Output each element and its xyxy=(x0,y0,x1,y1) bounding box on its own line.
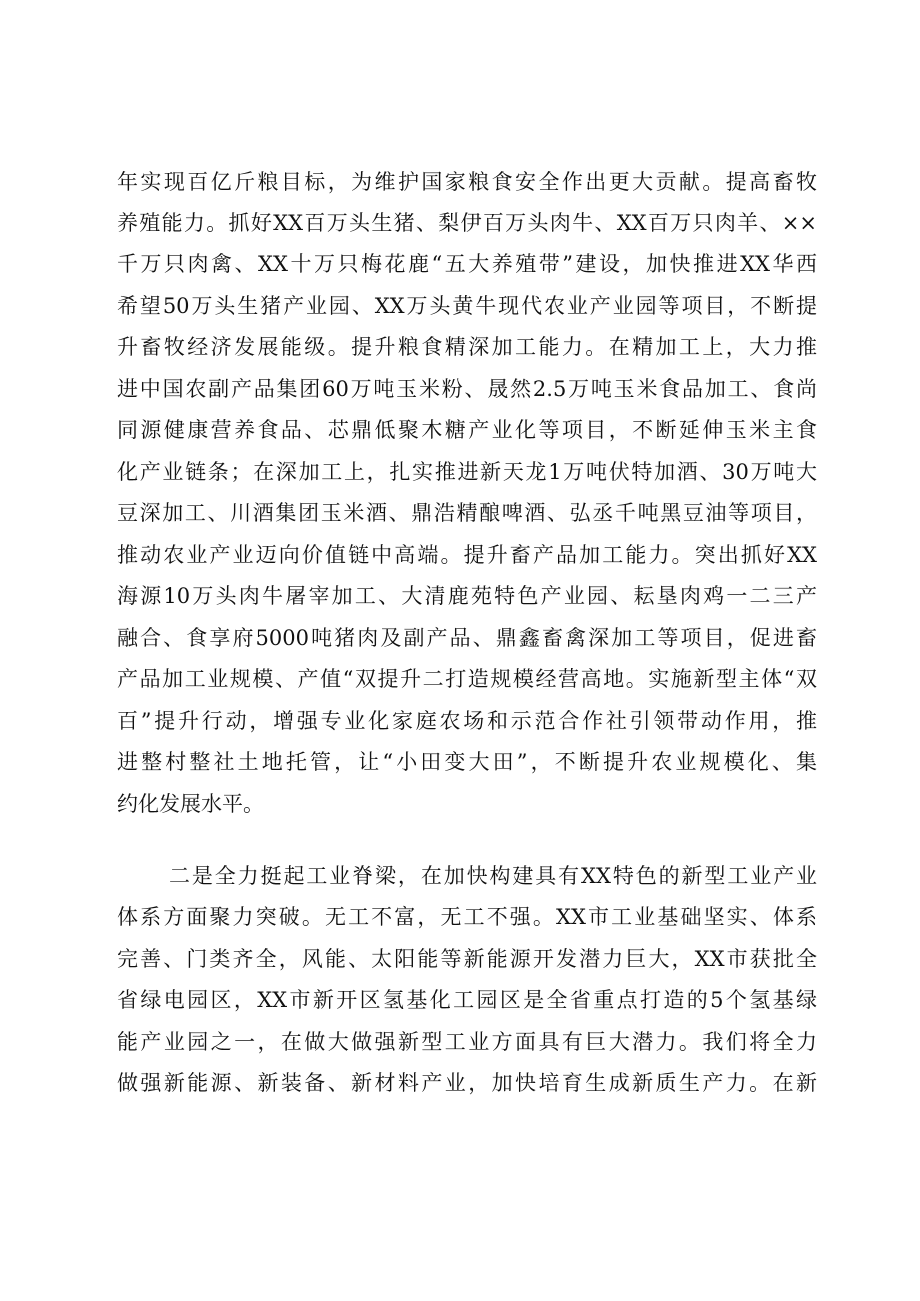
paragraph-1-line-1: 年实现百亿斤粮目标，为维护国家粮食安全作出更大贡献。提高畜牧 xyxy=(117,170,817,194)
paragraph-1-line-16: 约化发展水平。 xyxy=(117,792,264,816)
paragraph-1-line-3: 千万只肉禽、XX十万只梅花鹿“五大养殖带”建设，加快推进XX华西 xyxy=(117,252,817,276)
paragraph-2-line-5: 能产业园之一，在做大做强新型工业方面具有巨大潜力。我们将全力 xyxy=(117,1030,817,1054)
paragraph-1-line-6: 进中国农副产品集团60万吨玉米粉、晟然2.5万吨玉米食品加工、食尚 xyxy=(117,377,817,401)
paragraph-1-line-8: 化产业链条；在深加工上，扎实推进新天龙1万吨伏特加酒、30万吨大 xyxy=(117,460,817,484)
paragraph-1-line-11: 海源10万头肉牛屠宰加工、大清鹿苑特色产业园、耘垦肉鸡一二三产 xyxy=(117,584,817,608)
paragraph-2-line-4: 省绿电园区，XX市新开区氢基化工园区是全省重点打造的5个氢基绿 xyxy=(117,988,817,1012)
paragraph-1-line-15: 进整村整社土地托管，让“小田变大田”，不断提升农业规模化、集 xyxy=(117,750,817,774)
paragraph-1-line-14: 百”提升行动，增强专业化家庭农场和示范合作社引领带动作用，推 xyxy=(117,709,817,733)
paragraph-1-line-13: 产品加工业规模、产值“双提升二打造规模经营高地。实施新型主体“双 xyxy=(117,667,817,691)
paragraph-2-line-6: 做强新能源、新装备、新材料产业，加快培育生成新质生产力。在新 xyxy=(117,1071,817,1095)
paragraph-1-line-9: 豆深加工、川酒集团玉米酒、鼎浩精酿啤酒、弘丞千吨黑豆油等项目， xyxy=(117,501,817,525)
paragraph-1-line-2: 养殖能力。抓好XX百万头生猪、梨伊百万头肉牛、XX百万只肉羊、×× xyxy=(117,211,817,235)
paragraph-2-line-3: 完善、门类齐全，风能、太阳能等新能源开发潜力巨大，XX市获批全 xyxy=(117,947,817,971)
paragraph-1-line-10: 推动农业产业迈向价值链中高端。提升畜产品加工能力。突出抓好XX xyxy=(117,543,817,567)
paragraph-1-line-12: 融合、食享府5000吨猪肉及副产品、鼎鑫畜禽深加工等项目，促进畜 xyxy=(117,626,817,650)
paragraph-2-line-2: 体系方面聚力突破。无工不富，无工不强。XX市工业基础坚实、体系 xyxy=(117,905,817,929)
paragraph-1-line-4: 希望50万头生猪产业园、XX万头黄牛现代农业产业园等项目，不断提 xyxy=(117,294,817,318)
paragraph-1-line-5: 升畜牧经济发展能级。提升粮食精深加工能力。在精加工上，大力推 xyxy=(117,335,817,359)
paragraph-1-line-7: 同源健康营养食品、芯鼎低聚木糖产业化等项目，不断延伸玉米主食 xyxy=(117,418,817,442)
paragraph-2-line-1: 二是全力挺起工业脊梁，在加快构建具有XX特色的新型工业产业 xyxy=(169,864,817,888)
